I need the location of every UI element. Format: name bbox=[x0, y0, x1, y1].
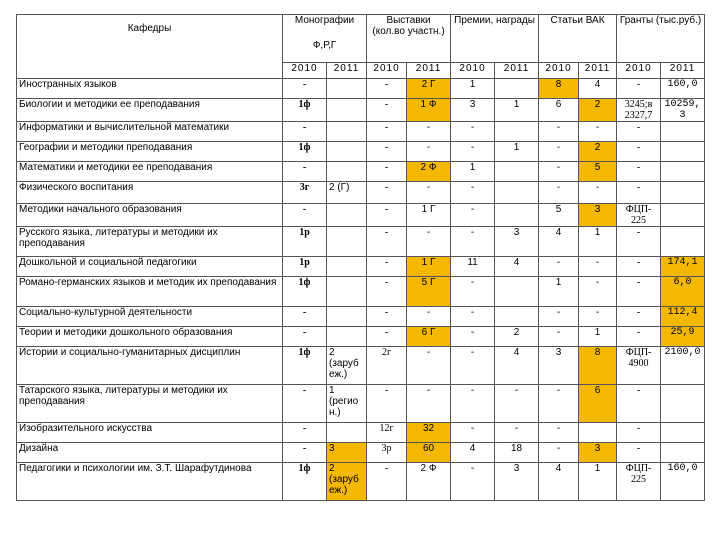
data-cell: - bbox=[367, 142, 407, 162]
year-cell: 2010 bbox=[451, 63, 495, 79]
year-cell: 2011 bbox=[495, 63, 539, 79]
data-cell: - bbox=[367, 204, 407, 227]
data-cell: 4 bbox=[451, 443, 495, 463]
data-cell: - bbox=[539, 182, 579, 204]
data-cell: 8 bbox=[539, 79, 579, 99]
data-cell: 11 bbox=[451, 257, 495, 277]
data-cell bbox=[661, 122, 705, 142]
department-name: Методики начального образования bbox=[17, 204, 283, 227]
data-cell bbox=[327, 227, 367, 257]
data-cell: - bbox=[367, 327, 407, 347]
department-name: Истории и социально-гуманитарных дисциплин bbox=[17, 347, 283, 385]
table-row bbox=[17, 142, 705, 162]
data-cell: - bbox=[407, 142, 451, 162]
data-cell: - bbox=[283, 162, 327, 182]
data-cell: - bbox=[407, 182, 451, 204]
data-cell: - bbox=[407, 227, 451, 257]
table-row bbox=[17, 79, 705, 99]
data-cell: 2100,0 bbox=[661, 347, 705, 385]
data-cell bbox=[579, 423, 617, 443]
data-cell: - bbox=[579, 257, 617, 277]
table-row bbox=[17, 182, 705, 204]
table-row bbox=[17, 99, 705, 122]
data-cell bbox=[661, 423, 705, 443]
data-cell bbox=[495, 204, 539, 227]
data-cell: - bbox=[283, 327, 327, 347]
table-row bbox=[17, 463, 705, 501]
data-cell bbox=[661, 204, 705, 227]
data-cell: 1ф bbox=[283, 463, 327, 501]
data-cell: ФЦП- 4900 bbox=[617, 347, 661, 385]
data-cell: - bbox=[579, 122, 617, 142]
data-cell: - bbox=[451, 463, 495, 501]
data-cell: - bbox=[451, 347, 495, 385]
department-name: Романо-германских языков и методик их преподавания bbox=[17, 277, 283, 307]
data-cell: - bbox=[617, 307, 661, 327]
data-cell: - bbox=[579, 307, 617, 327]
department-name: Изобразительного искусства bbox=[17, 423, 283, 443]
data-cell: 60 bbox=[407, 443, 451, 463]
table-row bbox=[17, 443, 705, 463]
data-cell: - bbox=[539, 307, 579, 327]
data-cell: 1 bbox=[579, 463, 617, 501]
year-cell: 2011 bbox=[661, 63, 705, 79]
data-cell: 160,0 bbox=[661, 463, 705, 501]
data-cell: - bbox=[407, 122, 451, 142]
data-cell: 3 bbox=[451, 99, 495, 122]
data-cell: 3245;в 2327,7 bbox=[617, 99, 661, 122]
data-cell: 2 Г bbox=[407, 79, 451, 99]
data-cell: 2 Ф bbox=[407, 162, 451, 182]
data-cell: 160,0 bbox=[661, 79, 705, 99]
data-cell: 12г bbox=[367, 423, 407, 443]
table-row bbox=[17, 162, 705, 182]
year-cell: 2010 bbox=[617, 63, 661, 79]
data-cell: - bbox=[367, 99, 407, 122]
data-cell bbox=[327, 277, 367, 307]
data-cell bbox=[327, 423, 367, 443]
data-cell: 1 bbox=[451, 79, 495, 99]
data-cell: 2 bbox=[579, 99, 617, 122]
data-cell: 5 bbox=[579, 162, 617, 182]
department-name: Биологии и методики ее преподавания bbox=[17, 99, 283, 122]
data-cell: - bbox=[617, 385, 661, 423]
data-cell: - bbox=[367, 385, 407, 423]
data-cell: - bbox=[283, 204, 327, 227]
data-cell bbox=[327, 99, 367, 122]
data-cell: - bbox=[451, 327, 495, 347]
year-cell: 2011 bbox=[579, 63, 617, 79]
data-cell bbox=[495, 307, 539, 327]
table-row bbox=[17, 227, 705, 257]
articles-header: Статьи ВАК bbox=[539, 15, 617, 63]
department-name: Физического воспитания bbox=[17, 182, 283, 204]
table-row bbox=[17, 385, 705, 423]
data-cell bbox=[661, 142, 705, 162]
data-cell bbox=[327, 257, 367, 277]
data-cell bbox=[661, 162, 705, 182]
data-cell: - bbox=[407, 307, 451, 327]
data-cell: 4 bbox=[579, 79, 617, 99]
data-cell bbox=[495, 182, 539, 204]
data-cell: - bbox=[451, 307, 495, 327]
data-cell: ФЦП- 225 bbox=[617, 204, 661, 227]
data-cell: 3 bbox=[579, 204, 617, 227]
data-cell: - bbox=[617, 162, 661, 182]
department-name: Теории и методики дошкольного образования bbox=[17, 327, 283, 347]
data-cell: - bbox=[283, 443, 327, 463]
data-cell bbox=[495, 162, 539, 182]
department-name: Математики и методики ее преподавания bbox=[17, 162, 283, 182]
data-cell: 6 bbox=[539, 99, 579, 122]
data-cell: 1 (регио н.) bbox=[327, 385, 367, 423]
data-cell: - bbox=[539, 385, 579, 423]
data-cell bbox=[661, 182, 705, 204]
data-cell: - bbox=[539, 423, 579, 443]
monographs-subtitle: Ф,Р,Г bbox=[312, 40, 337, 51]
table-row bbox=[17, 122, 705, 142]
data-cell: - bbox=[367, 227, 407, 257]
data-cell: - bbox=[495, 423, 539, 443]
data-cell: 1ф bbox=[283, 277, 327, 307]
data-cell: 3 bbox=[495, 227, 539, 257]
data-cell: - bbox=[579, 182, 617, 204]
department-name: Татарского языка, литературы и методики их преподавания bbox=[17, 385, 283, 423]
data-cell: - bbox=[367, 277, 407, 307]
data-cell: - bbox=[617, 182, 661, 204]
year-cell: 2010 bbox=[283, 63, 327, 79]
data-cell: 4 bbox=[539, 227, 579, 257]
data-cell: - bbox=[407, 347, 451, 385]
data-cell: 1 bbox=[451, 162, 495, 182]
table-row bbox=[17, 307, 705, 327]
year-cell: 2011 bbox=[407, 63, 451, 79]
data-cell: - bbox=[617, 327, 661, 347]
data-cell: - bbox=[283, 385, 327, 423]
table-row bbox=[17, 204, 705, 227]
data-cell: 1 Ф bbox=[407, 99, 451, 122]
data-cell: - bbox=[367, 463, 407, 501]
data-cell: 1 bbox=[495, 99, 539, 122]
data-cell: - bbox=[617, 257, 661, 277]
data-cell: 1 bbox=[579, 227, 617, 257]
year-cell: 2010 bbox=[367, 63, 407, 79]
data-cell: 1 Г bbox=[407, 257, 451, 277]
data-cell: 2 bbox=[495, 327, 539, 347]
data-cell: 6 bbox=[579, 385, 617, 423]
data-cell bbox=[661, 385, 705, 423]
data-cell: 1ф bbox=[283, 142, 327, 162]
data-cell: 8 bbox=[579, 347, 617, 385]
data-cell: 1ф bbox=[283, 347, 327, 385]
table-row bbox=[17, 423, 705, 443]
data-cell bbox=[661, 227, 705, 257]
data-cell: - bbox=[367, 162, 407, 182]
year-cell: 2010 bbox=[539, 63, 579, 79]
data-cell: - bbox=[367, 307, 407, 327]
data-cell: 3 bbox=[539, 347, 579, 385]
data-cell: 6 Г bbox=[407, 327, 451, 347]
data-cell: 1р bbox=[283, 257, 327, 277]
data-cell: 1 bbox=[495, 142, 539, 162]
data-cell: - bbox=[451, 142, 495, 162]
data-cell bbox=[495, 79, 539, 99]
monographs-title: Монографии bbox=[294, 15, 355, 26]
monographs-header bbox=[283, 15, 367, 63]
data-cell: - bbox=[617, 443, 661, 463]
data-cell: - bbox=[539, 142, 579, 162]
table-row bbox=[17, 347, 705, 385]
data-cell: - bbox=[539, 443, 579, 463]
data-cell: - bbox=[539, 162, 579, 182]
data-cell bbox=[327, 307, 367, 327]
department-name: Русского языка, литературы и методики их преподавания bbox=[17, 227, 283, 257]
data-cell bbox=[495, 277, 539, 307]
data-cell: 25,9 bbox=[661, 327, 705, 347]
data-cell: 1ф bbox=[283, 99, 327, 122]
data-cell: 32 bbox=[407, 423, 451, 443]
data-cell: - bbox=[367, 257, 407, 277]
data-cell bbox=[327, 122, 367, 142]
data-cell: - bbox=[367, 79, 407, 99]
data-cell: - bbox=[283, 423, 327, 443]
data-cell: - bbox=[539, 257, 579, 277]
data-cell: 2 (Г) bbox=[327, 182, 367, 204]
data-cell: 1 Г bbox=[407, 204, 451, 227]
data-cell: - bbox=[451, 385, 495, 423]
data-cell bbox=[661, 443, 705, 463]
data-cell: 10259, 3 bbox=[661, 99, 705, 122]
table-row bbox=[17, 257, 705, 277]
data-cell: - bbox=[451, 277, 495, 307]
data-cell: - bbox=[451, 182, 495, 204]
table-row bbox=[17, 277, 705, 307]
data-cell: 3 bbox=[579, 443, 617, 463]
data-cell: 2 (заруб еж.) bbox=[327, 347, 367, 385]
data-cell bbox=[327, 79, 367, 99]
data-cell: - bbox=[617, 142, 661, 162]
data-cell: - bbox=[451, 122, 495, 142]
department-name: Педагогики и психологии им. З.Т. Шарафутдиновa bbox=[17, 463, 283, 501]
header-row bbox=[17, 15, 705, 63]
data-cell: 5 bbox=[539, 204, 579, 227]
data-cell: 3г bbox=[283, 182, 327, 204]
table-row bbox=[17, 327, 705, 347]
exhibitions-header: Выставки (кол.во участн.) bbox=[367, 15, 451, 63]
data-cell: 4 bbox=[539, 463, 579, 501]
department-name: Социально-культурной деятельности bbox=[17, 307, 283, 327]
data-cell: 2г bbox=[367, 347, 407, 385]
data-cell: - bbox=[495, 385, 539, 423]
data-cell: - bbox=[407, 385, 451, 423]
data-cell: - bbox=[539, 327, 579, 347]
data-cell: 174,1 bbox=[661, 257, 705, 277]
data-cell bbox=[495, 122, 539, 142]
data-cell: 2 Ф bbox=[407, 463, 451, 501]
data-cell: 4 bbox=[495, 347, 539, 385]
data-cell: 1 bbox=[539, 277, 579, 307]
data-cell bbox=[327, 204, 367, 227]
department-name: Географии и методики преподавания bbox=[17, 142, 283, 162]
department-name: Иностранных языков bbox=[17, 79, 283, 99]
data-cell: 112,4 bbox=[661, 307, 705, 327]
data-cell: 1 bbox=[579, 327, 617, 347]
department-name: Дизайна bbox=[17, 443, 283, 463]
data-cell: - bbox=[579, 277, 617, 307]
data-cell: 2 (заруб еж.) bbox=[327, 463, 367, 501]
research-table bbox=[16, 14, 705, 501]
data-cell: - bbox=[617, 227, 661, 257]
data-cell: - bbox=[617, 79, 661, 99]
departments-header: Кафедры bbox=[17, 15, 283, 79]
data-cell: 4 bbox=[495, 257, 539, 277]
data-cell: - bbox=[539, 122, 579, 142]
data-cell: 18 bbox=[495, 443, 539, 463]
research-table-frame bbox=[16, 14, 704, 526]
data-cell: - bbox=[617, 423, 661, 443]
data-cell: - bbox=[283, 79, 327, 99]
data-cell: 2 bbox=[579, 142, 617, 162]
data-cell: 3 bbox=[327, 443, 367, 463]
awards-header: Премии, награды bbox=[451, 15, 539, 63]
data-cell: - bbox=[367, 182, 407, 204]
data-cell: - bbox=[451, 204, 495, 227]
data-cell: - bbox=[617, 122, 661, 142]
data-cell: - bbox=[617, 277, 661, 307]
data-cell bbox=[327, 142, 367, 162]
department-name: Информатики и вычислительной математики bbox=[17, 122, 283, 142]
data-cell: - bbox=[283, 307, 327, 327]
data-cell: 6,0 bbox=[661, 277, 705, 307]
data-cell: 3 bbox=[495, 463, 539, 501]
grants-header: Гранты (тыс.руб.) bbox=[617, 15, 705, 63]
data-cell: - bbox=[451, 423, 495, 443]
data-cell: - bbox=[451, 227, 495, 257]
year-cell: 2011 bbox=[327, 63, 367, 79]
department-name: Дошкольной и социальной педагогики bbox=[17, 257, 283, 277]
data-cell bbox=[327, 327, 367, 347]
data-cell: 5 Г bbox=[407, 277, 451, 307]
data-cell bbox=[327, 162, 367, 182]
data-cell: ФЦП- 225 bbox=[617, 463, 661, 501]
data-cell: - bbox=[367, 122, 407, 142]
data-cell: - bbox=[283, 122, 327, 142]
data-cell: 1р bbox=[283, 227, 327, 257]
data-cell: 3р bbox=[367, 443, 407, 463]
